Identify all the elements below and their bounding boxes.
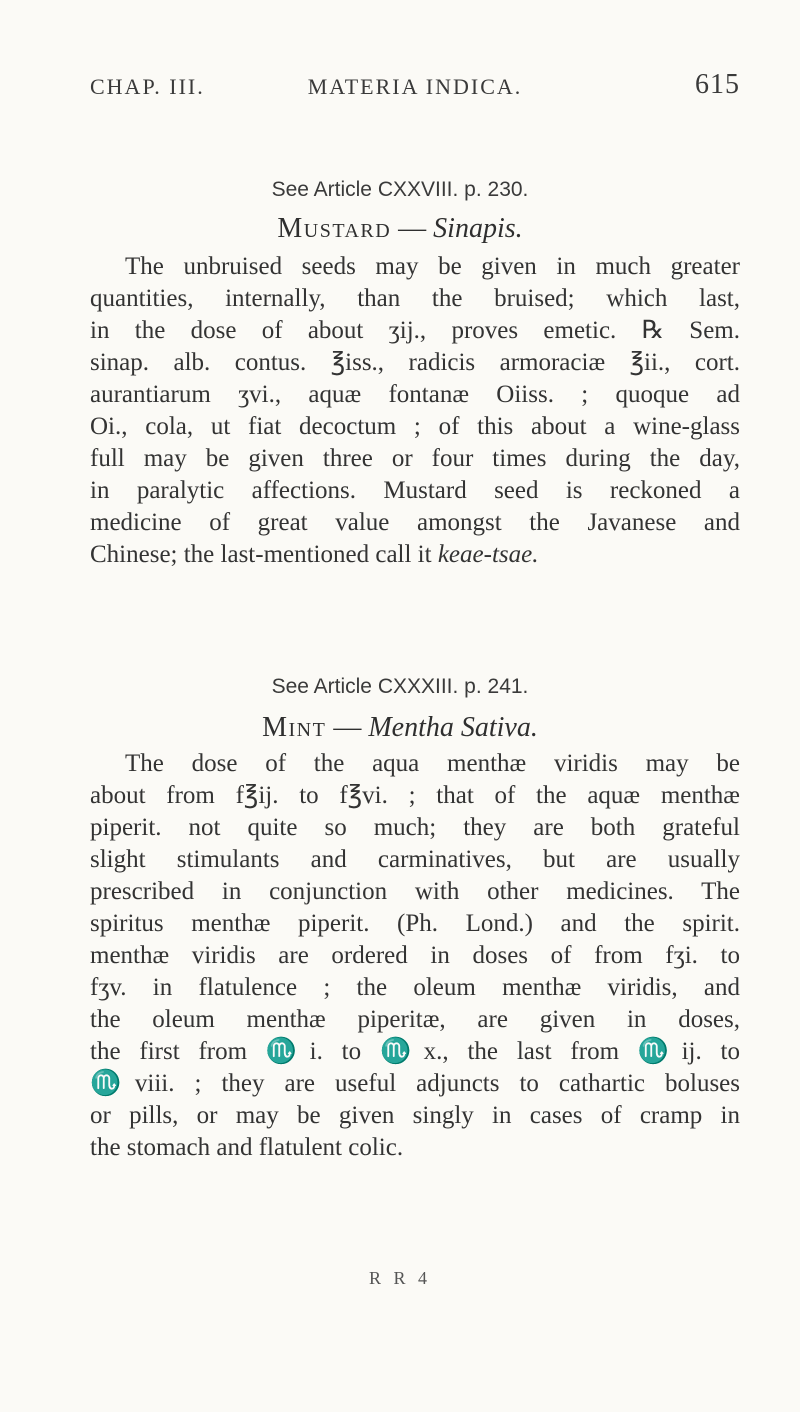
- text-line: the oleum menthæ piperitæ, are given in doses,: [90, 1006, 740, 1033]
- text-line: fʒv. in flatulence ; the oleum menthæ viridis, and: [90, 974, 740, 1001]
- text-line: The unbruised seeds may be given in much greater: [125, 253, 740, 280]
- text-line: prescribed in conjunction with other medicines. The: [90, 878, 740, 905]
- text-line: [90, 539, 740, 571]
- mint-heading-name: Mint: [262, 712, 327, 743]
- mustard-heading: [0, 213, 800, 245]
- mustard-article-reference: See Article CXXVIII. p. 230.: [271, 178, 529, 201]
- chapter-label: CHAP. III.: [90, 74, 205, 99]
- mustard-heading-latin: Sinapis.: [433, 213, 523, 244]
- mustard-heading-dash: —: [391, 213, 434, 244]
- text-line: The dose of the aqua menthæ viridis may be: [125, 750, 740, 777]
- text-line: quantities, internally, than the bruised; which last,: [90, 285, 740, 312]
- text-line: the stomach and flatulent colic.: [90, 1134, 404, 1161]
- chinese-name: keae-tsae.: [437, 541, 539, 568]
- text-line: Oi., cola, ut fiat decoctum ; of this about a wine-glass: [90, 413, 740, 440]
- text-line: about from f℥ij. to f℥vi. ; that of the aquæ menthæ: [90, 782, 740, 809]
- mustard-last-line-text: Chinese; the last-mentioned call it: [90, 541, 438, 568]
- text-line: in the dose of about ʒij., proves emetic. ℞ Sem.: [90, 317, 740, 344]
- signature-mark: R R 4: [368, 1268, 431, 1288]
- mint-heading: [0, 712, 800, 744]
- text-line: or pills, or may be given singly in cases of cramp in: [90, 1102, 740, 1129]
- text-line: medicine of great value amongst the Javanese and: [90, 509, 740, 536]
- text-line: the first from ♏i. to ♏x., the last from ♏ij. to: [90, 1038, 740, 1065]
- running-title: MATERIA INDICA.: [307, 74, 523, 99]
- running-head: [90, 69, 740, 108]
- page-number: 615: [695, 69, 740, 100]
- text-line: full may be given three or four times during the day,: [90, 445, 740, 472]
- text-line: menthæ viridis are ordered in doses of from fʒi. to: [90, 942, 740, 969]
- text-line: piperit. not quite so much; they are both grateful: [90, 814, 740, 841]
- mint-heading-latin: Mentha Sativa.: [368, 712, 538, 743]
- text-line: slight stimulants and carminatives, but are usually: [90, 846, 740, 873]
- mint-article-reference: See Article CXXXIII. p. 241.: [271, 675, 529, 698]
- text-line: aurantiarum ʒvi., aquæ fontanæ Oiiss. ; quoque ad: [90, 381, 740, 408]
- text-line: ♏viii. ; they are useful adjuncts to cathartic boluses: [90, 1070, 740, 1097]
- mint-paragraph: [90, 748, 740, 1164]
- text-line: sinap. alb. contus. ℥iss., radicis armoraciæ ℥ii., cort.: [90, 349, 740, 376]
- mustard-paragraph: [90, 251, 740, 571]
- mustard-heading-name: Mustard: [277, 213, 392, 244]
- text-line: in paralytic affections. Mustard seed is reckoned a: [90, 477, 740, 504]
- mint-heading-dash: —: [326, 712, 369, 743]
- text-line: spiritus menthæ piperit. (Ph. Lond.) and the spirit.: [90, 910, 740, 937]
